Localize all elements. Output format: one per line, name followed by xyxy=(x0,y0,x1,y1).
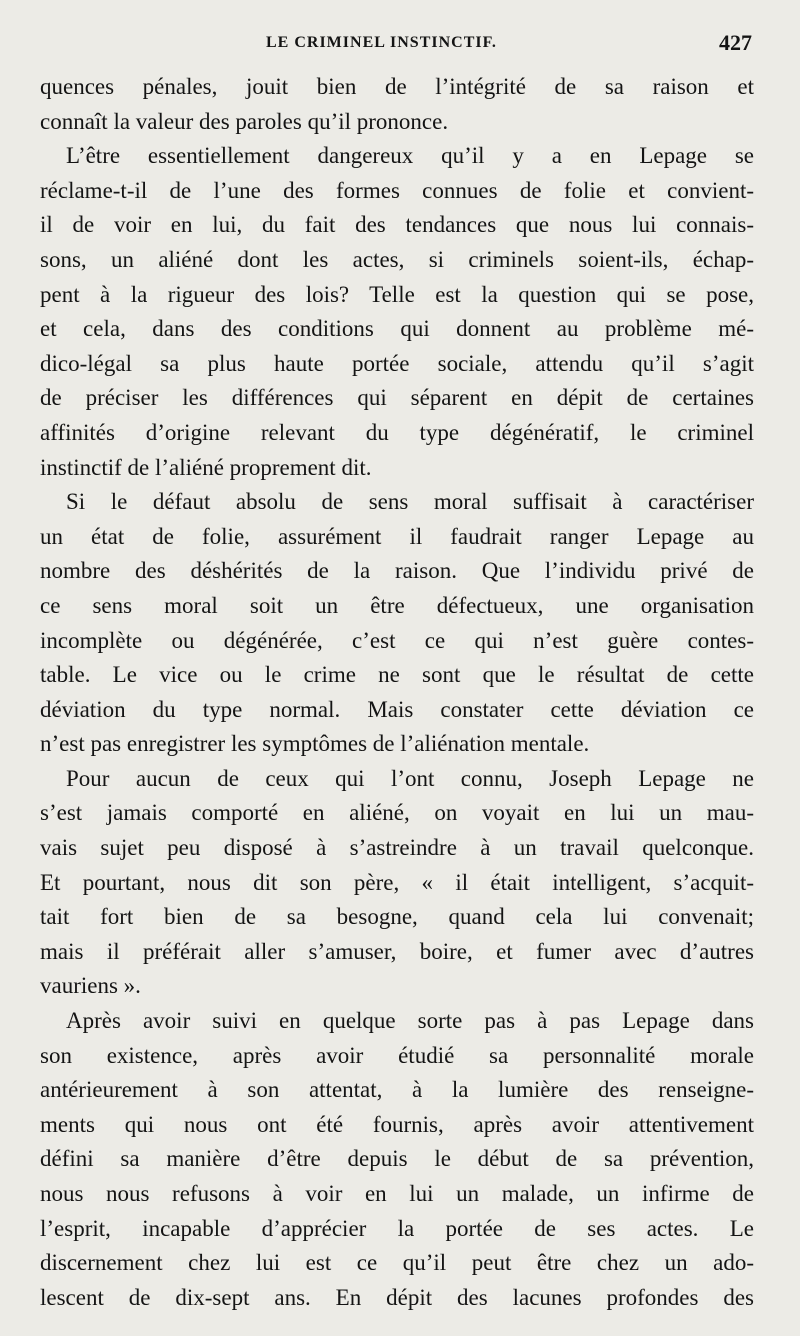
text-line: instinctif de l’aliéné proprement dit. xyxy=(40,454,372,480)
text-line: discernement chez lui est ce qu’il peut être chez un ado- xyxy=(40,1250,754,1276)
text-line: Après avoir suivi en quelque sorte pas à pas Lepage dans xyxy=(66,1008,754,1034)
text-line: défini sa manière d’être depuis le début de sa prévention, xyxy=(40,1146,754,1172)
text-line: vais sujet peu disposé à s’astreindre à un travail quelconque. xyxy=(40,835,754,861)
text-line: table. Le vice ou le crime ne sont que le résultat de cette xyxy=(40,662,754,688)
text-line: et cela, dans des conditions qui donnent au problème mé- xyxy=(40,316,754,342)
text-line: ce sens moral soit un être défectueux, une organisation xyxy=(40,592,754,618)
text-line: de préciser les différences qui séparent en dépit de certaines xyxy=(40,385,754,411)
running-title: LE CRIMINEL INSTINCTIF. xyxy=(266,34,497,51)
text-line: Pour aucun de ceux qui l’ont connu, Joseph Lepage ne xyxy=(66,765,754,791)
text-line: sons, un aliéné dont les actes, si criminels soient-ils, échap- xyxy=(40,246,754,272)
body-text xyxy=(40,70,754,1315)
text-line: connaît la valeur des paroles qu’il prononce. xyxy=(40,108,449,134)
text-line: affinités d’origine relevant du type dégénératif, le criminel xyxy=(40,419,754,445)
text-line: un état de folie, assurément il faudrait ranger Lepage au xyxy=(40,523,754,549)
text-line: il de voir en lui, du fait des tendances que nous lui connais- xyxy=(40,212,754,238)
text-line: pent à la rigueur des lois? Telle est la question qui se pose, xyxy=(40,281,754,307)
text-line: s’est jamais comporté en aliéné, on voyait en lui un mau- xyxy=(40,800,754,826)
text-line: l’esprit, incapable d’apprécier la portée de ses actes. Le xyxy=(40,1215,754,1241)
text-line: Si le défaut absolu de sens moral suffisait à caractériser xyxy=(66,489,754,515)
text-line: nous nous refusons à voir en lui un malade, un infirme de xyxy=(40,1181,754,1206)
text-line: réclame-t-il de l’une des formes connues de folie et convient- xyxy=(40,177,754,203)
text-line: tait fort bien de sa besogne, quand cela lui convenait; xyxy=(40,904,754,930)
text-line: lescent de dix-sept ans. En dépit des lacunes profondes des xyxy=(40,1284,754,1310)
text-line: nombre des déshérités de la raison. Que l’individu privé de xyxy=(40,558,754,584)
text-line: son existence, après avoir étudié sa personnalité morale xyxy=(40,1042,754,1068)
text-line: L’être essentiellement dangereux qu’il y a en Lepage se xyxy=(66,143,754,169)
text-line: dico-légal sa plus haute portée sociale, attendu qu’il s’agit xyxy=(40,350,754,376)
text-line: mais il préférait aller s’amuser, boire, et fumer avec d’autres xyxy=(40,938,754,964)
text-line: vauriens ». xyxy=(40,973,141,999)
text-line: antérieurement à son attentat, à la lumière des renseigne- xyxy=(40,1077,754,1103)
text-line: quences pénales, jouit bien de l’intégrité de sa raison et xyxy=(40,74,754,99)
text-line: ments qui nous ont été fournis, après avoir attentivement xyxy=(40,1111,754,1137)
running-header xyxy=(40,30,754,58)
text-line: Et pourtant, nous dit son père, « il était intelligent, s’acquit- xyxy=(40,869,754,895)
text-line: incomplète ou dégénérée, c’est ce qui n’est guère contes- xyxy=(40,627,754,653)
text-line: n’est pas enregistrer les symptômes de l’aliénation mentale. xyxy=(40,731,590,757)
text-line: déviation du type normal. Mais constater cette déviation ce xyxy=(40,696,754,722)
page-number: 427 xyxy=(719,30,752,55)
